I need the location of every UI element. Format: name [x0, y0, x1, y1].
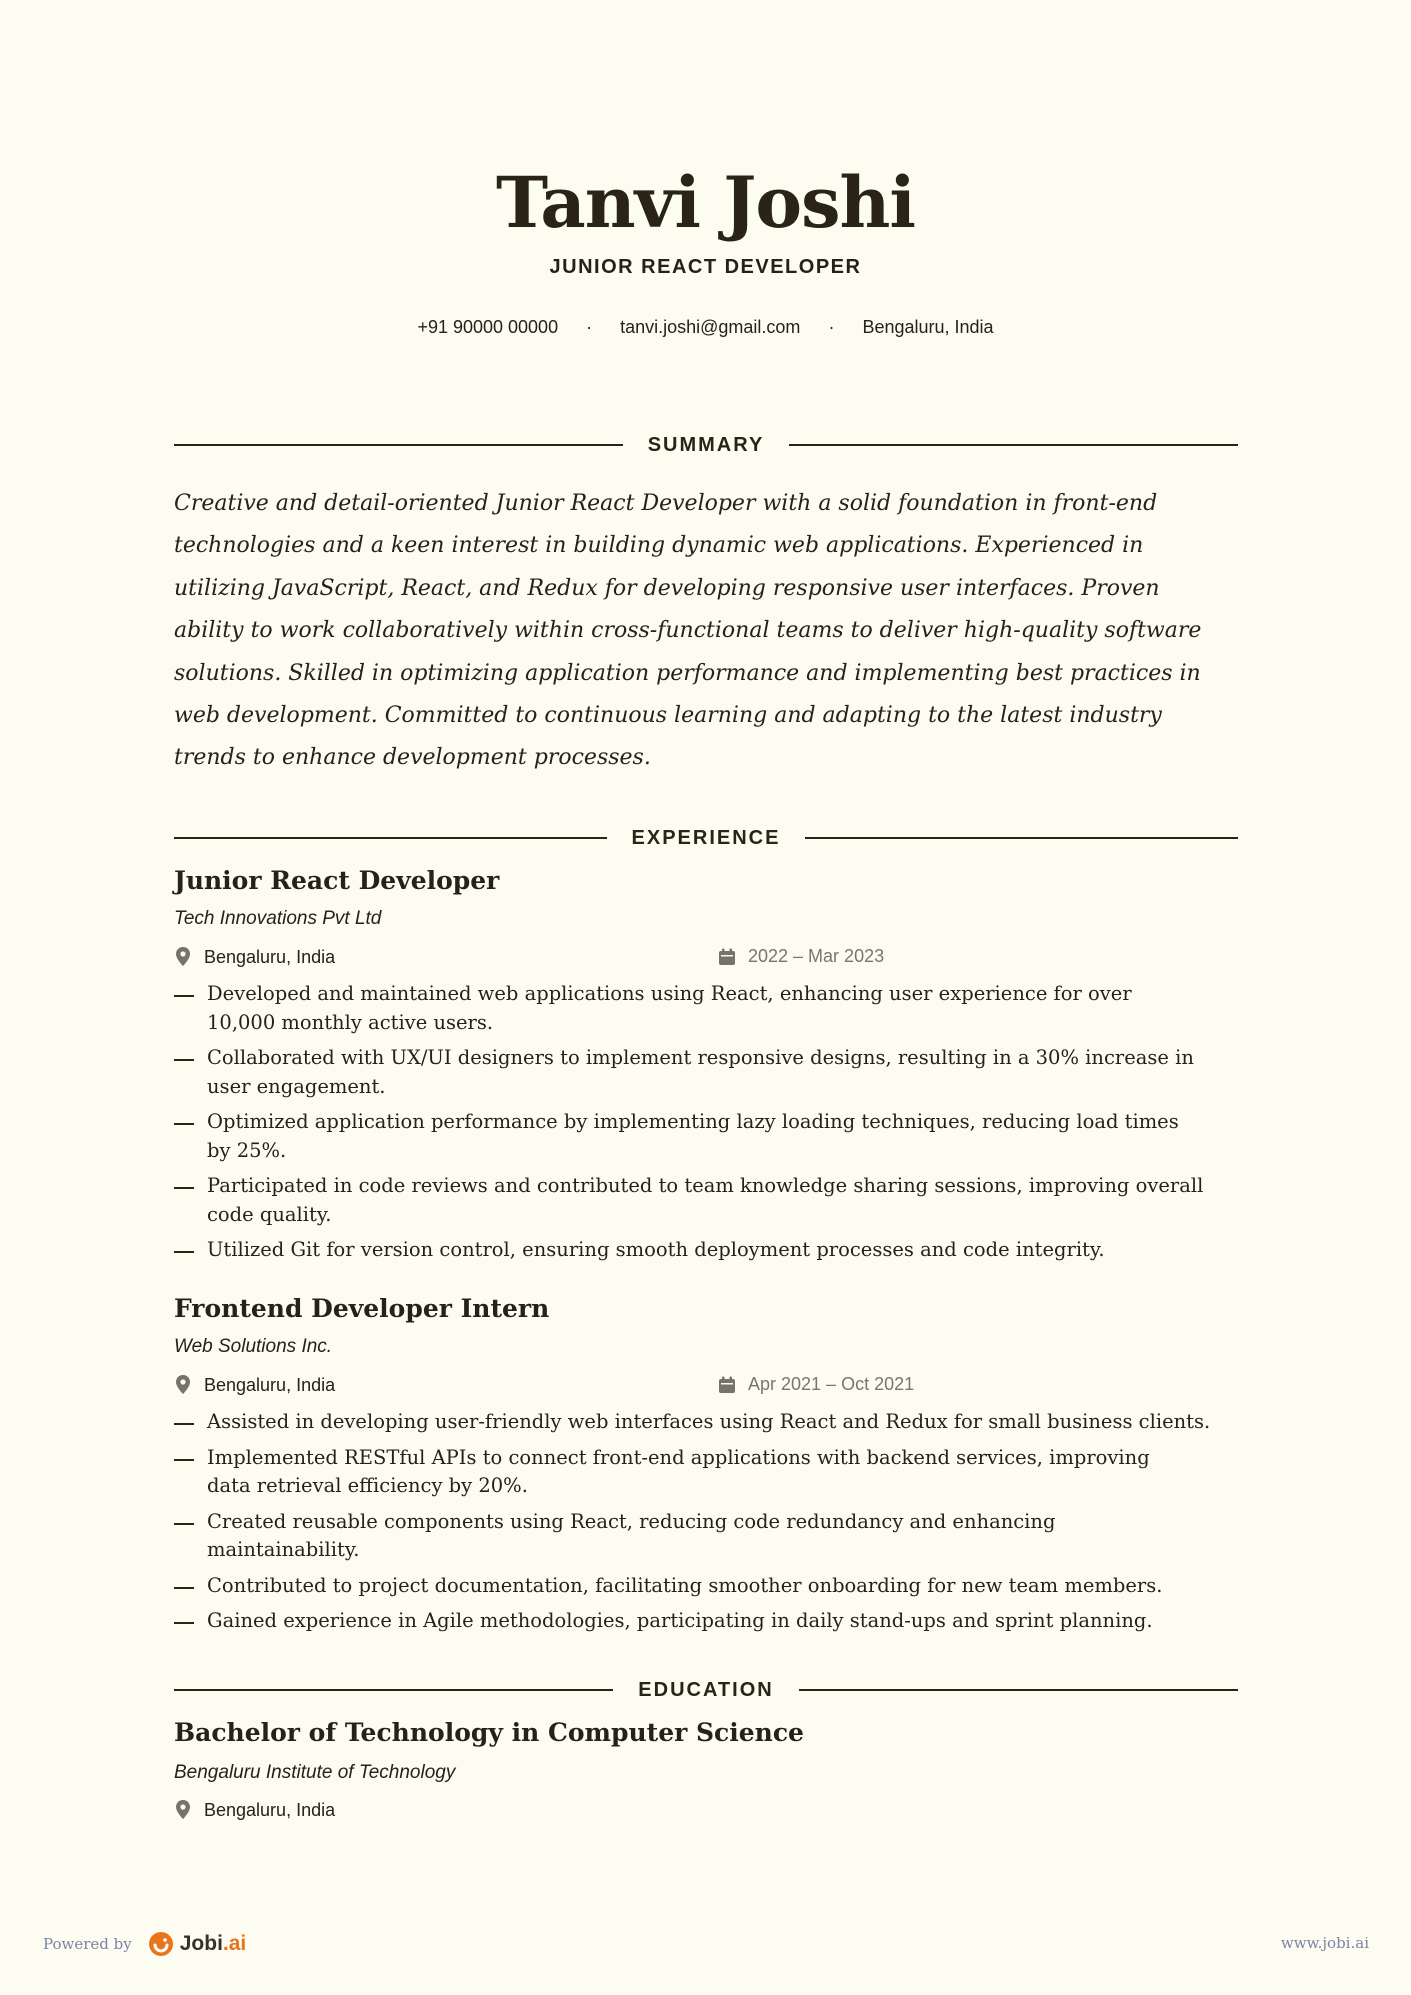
contact-row [0, 317, 1411, 338]
section-rule [799, 1689, 1238, 1691]
job-location-text: Bengaluru, India [204, 1374, 336, 1395]
job-bullet [174, 1607, 1244, 1636]
summary-line: technologies and a keen interest in building dynamic web applications. Experienced in [174, 533, 1144, 559]
location-pin-icon [174, 1374, 192, 1396]
section-title: EDUCATION [638, 1678, 774, 1701]
contact-separator: · [586, 317, 593, 337]
job-bullets [174, 980, 1244, 1272]
education-location-text: Bengaluru, India [204, 1799, 336, 1820]
job-meta [174, 1374, 1238, 1398]
section-rule [174, 444, 623, 446]
powered-by [43, 1931, 246, 1957]
job-company: Tech Innovations Pvt Ltd [174, 908, 382, 929]
bullet-line: Utilized Git for version control, ensuring smooth deployment processes and code integrity. [207, 1238, 1105, 1261]
website-link[interactable]: www.jobi.ai [1280, 1934, 1369, 1952]
section-header-education [174, 1675, 1238, 1705]
bullet-line: Participated in code reviews and contributed to team knowledge sharing sessions, improving overall [207, 1174, 1204, 1197]
job-bullet [174, 1172, 1244, 1229]
bullet-line: data retrieval efficiency by 20%. [207, 1474, 528, 1497]
bullet-dash [174, 1187, 194, 1189]
candidate-role: JUNIOR REACT DEVELOPER [549, 256, 862, 278]
bullet-dash [174, 1459, 194, 1461]
job-dates-text: Apr 2021 – Oct 2021 [748, 1374, 915, 1394]
bullet-dash [174, 1423, 194, 1425]
brand-suffix: .ai [222, 1932, 247, 1955]
job-bullet [174, 1236, 1244, 1265]
bullet-line: user engagement. [207, 1074, 386, 1098]
bullet-line: code quality. [207, 1202, 332, 1226]
calendar-icon [718, 948, 736, 966]
brand-name-text: Jobi [179, 1932, 223, 1955]
calendar-icon [718, 1376, 736, 1394]
powered-by-label: Powered by [43, 1935, 132, 1953]
job-bullet [174, 980, 1244, 1037]
job-bullet [174, 1572, 1244, 1601]
summary-line: Creative and detail-oriented Junior React Developer with a solid foundation in front-end [174, 491, 1158, 516]
job-location-text: Bengaluru, India [204, 946, 336, 967]
section-header-summary [174, 430, 1238, 460]
bullet-dash [174, 1622, 194, 1624]
job-location [174, 1374, 335, 1396]
bullet-dash [174, 1523, 194, 1525]
job-bullet [174, 1108, 1244, 1165]
education-location [174, 1799, 335, 1821]
education-meta [174, 1799, 1238, 1823]
job-bullet [174, 1044, 1244, 1101]
job-dates [718, 1374, 914, 1395]
job-dates [718, 946, 884, 967]
bullet-line: maintainability. [207, 1538, 360, 1561]
job-title: Frontend Developer Intern [174, 1294, 550, 1323]
section-title: SUMMARY [647, 433, 765, 456]
section-rule [174, 1689, 613, 1691]
job-dates-text: 2022 – Mar 2023 [748, 946, 885, 966]
bullet-line: Gained experience in Agile methodologies, participating in daily stand-ups and sprint planning. [207, 1609, 1153, 1632]
bullet-dash [174, 1587, 194, 1589]
section-title: EXPERIENCE [631, 826, 781, 849]
bullet-line: by 25%. [207, 1138, 287, 1162]
bullet-line: Developed and maintained web applications using React, enhancing user experience for over [207, 982, 1132, 1005]
bullet-line: 10,000 monthly active users. [207, 1010, 494, 1034]
contact-email: tanvi.joshi@gmail.com [620, 317, 801, 337]
section-header-experience [174, 823, 1238, 853]
summary-line: web development. Committed to continuous learning and adapting to the latest industry [174, 703, 1162, 729]
job-bullets [174, 1408, 1244, 1643]
jobi-logo-icon [148, 1931, 174, 1957]
bullet-line: Assisted in developing user-friendly web interfaces using React and Redux for small business clients. [207, 1410, 1211, 1433]
bullet-line: Created reusable components using React, reducing code redundancy and enhancing [207, 1509, 1056, 1533]
section-rule [805, 837, 1238, 839]
job-company: Web Solutions Inc. [174, 1336, 333, 1357]
section-rule [789, 444, 1238, 446]
section-rule [174, 837, 607, 839]
bullet-dash [174, 1251, 194, 1253]
school-name: Bengaluru Institute of Technology [174, 1762, 456, 1783]
contact-phone: +91 90000 00000 [417, 317, 559, 337]
bullet-line: Implemented RESTful APIs to connect front-end applications with backend services, improving [207, 1445, 1150, 1469]
summary-text [174, 483, 1244, 780]
degree-title: Bachelor of Technology in Computer Science [174, 1718, 804, 1747]
bullet-line: Contributed to project documentation, facilitating smoother onboarding for new team members. [207, 1573, 1163, 1597]
summary-line: utilizing JavaScript, React, and Redux for developing responsive user interfaces. Proven [174, 575, 1160, 601]
summary-line: ability to work collaboratively within cross-functional teams to deliver high-quality software [174, 618, 1202, 644]
summary-line: solutions. Skilled in optimizing application performance and implementing best practices in [174, 660, 1201, 686]
bullet-dash [174, 1059, 194, 1061]
job-location [174, 946, 335, 968]
job-bullet [174, 1444, 1244, 1501]
location-pin-icon [174, 946, 192, 968]
job-bullet [174, 1408, 1244, 1437]
summary-line: trends to enhance development processes. [174, 745, 651, 771]
bullet-line: Optimized application performance by implementing lazy loading techniques, reducing load times [207, 1110, 1179, 1133]
brand-name[interactable] [180, 1932, 247, 1956]
contact-separator: · [828, 317, 835, 337]
candidate-name: Tanvi Joshi [496, 161, 915, 244]
location-pin-icon [174, 1799, 192, 1821]
bullet-line: Collaborated with UX/UI designers to implement responsive designs, resulting in a 30% increase in [207, 1046, 1194, 1069]
contact-location: Bengaluru, India [862, 317, 994, 337]
job-bullet [174, 1508, 1244, 1565]
job-meta [174, 946, 1238, 970]
job-title: Junior React Developer [174, 866, 500, 895]
bullet-dash [174, 1123, 194, 1125]
bullet-dash [174, 995, 194, 997]
